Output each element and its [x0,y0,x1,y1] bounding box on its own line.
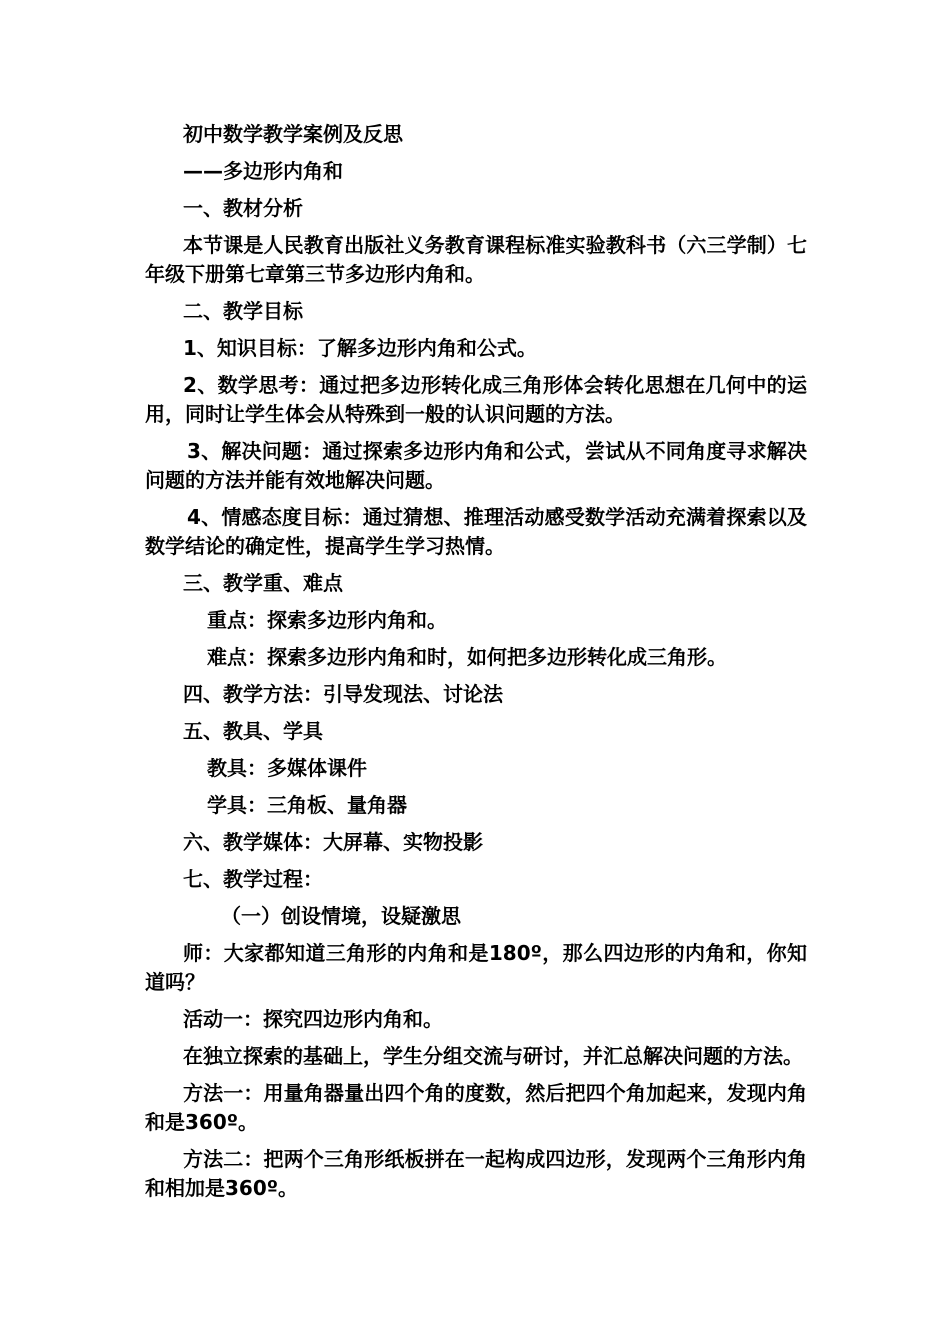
difficult-point: 难点：探索多边形内角和时，如何把多边形转化成三角形。 [207,645,727,669]
method1-text: 方法一：用量角器量出四个角的度数，然后把四个角加起来，发现内角和是360º。 [145,1081,807,1134]
activity1-heading: 活动一：探究四边形内角和。 [183,1007,443,1031]
goal-knowledge: 1、知识目标：了解多边形内角和公式。 [183,336,537,360]
learning-aids: 学具：三角板、量角器 [207,793,407,817]
method2-text: 方法二：把两个三角形纸板拼在一起构成四边形，发现两个三角形内角和相加是360º。 [145,1147,807,1200]
goal-problem-solving: 3、解决问题：通过探索多边形内角和公式，尝试从不同角度寻求解决问题的方法并能有效地解决问题。 [145,439,807,492]
section-heading-key-difficult: 三、教学重、难点 [183,571,343,595]
section-heading-textbook-analysis: 一、教材分析 [183,196,303,220]
goal-math-thinking: 2、数学思考：通过把多边形转化成三角形体会转化思想在几何中的运用，同时让学生体会从特殊到一般的认识问题的方法。 [145,373,807,426]
key-point: 重点：探索多边形内角和。 [207,608,447,632]
textbook-analysis-text: 本节课是人民教育出版社义务教育课程标准实验教科书（六三学制）七年级下册第七章第三节多边形内角和。 [145,233,807,286]
goal-emotion-attitude: 4、情感态度目标：通过猜想、推理活动感受数学活动充满着探索以及数学结论的确定性，提高学生学习热情。 [145,505,807,558]
section-heading-teaching-goals: 二、教学目标 [183,299,303,323]
activity1-text: 在独立探索的基础上，学生分组交流与研讨，并汇总解决问题的方法。 [183,1044,803,1068]
document-body [145,120,807,1211]
section-heading-teaching-aids: 五、教具、学具 [183,719,323,743]
section-heading-teaching-media: 六、教学媒体：大屏幕、实物投影 [183,830,483,854]
teacher-question: 师：大家都知道三角形的内角和是180º，那么四边形的内角和，你知道吗？ [145,941,807,994]
document-subtitle: ——多边形内角和 [183,159,343,183]
document-title: 初中数学教学案例及反思 [183,122,403,146]
section-heading-teaching-method: 四、教学方法：引导发现法、讨论法 [183,682,503,706]
teaching-aids: 教具：多媒体课件 [207,756,367,780]
step1-heading: （一）创设情境，设疑激思 [221,904,461,928]
section-heading-teaching-process: 七、教学过程： [183,867,323,891]
